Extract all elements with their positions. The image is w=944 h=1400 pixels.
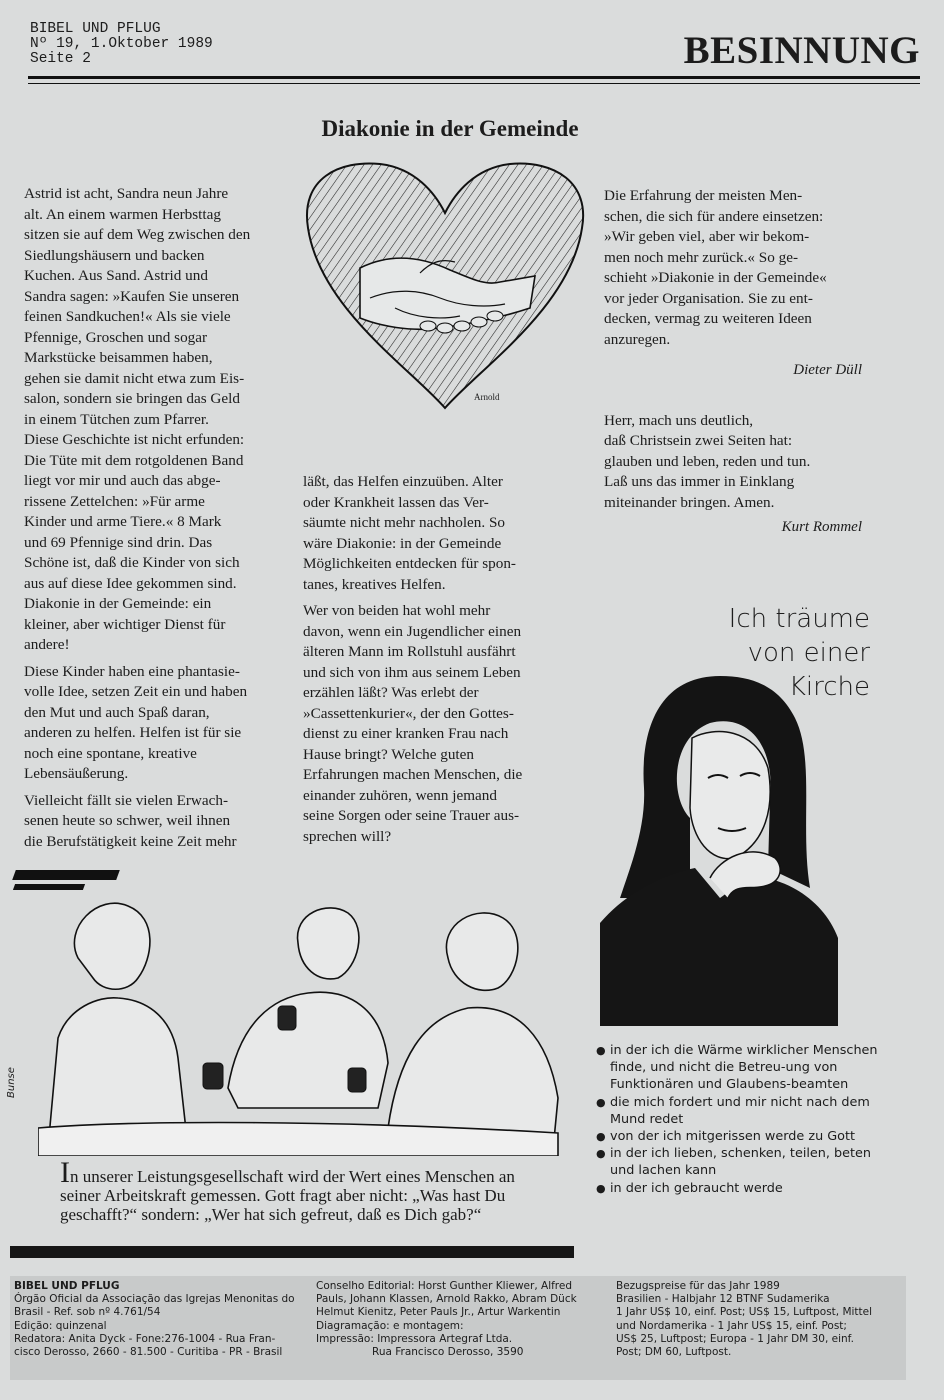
bullet-item: ● in der ich lieben, schenken, teilen, beten und lachen kann: [596, 1145, 886, 1179]
article-headline: Diakonie in der Gemeinde: [321, 116, 579, 141]
woman-portrait-illustration: [600, 668, 838, 1026]
col3-paragraph: Die Erfahrung der meisten Men- schen, die sich für andere einsetzen: »Wir geben viel, aber wir bekom- men noch mehr zurück.« So ge- schieht »Diakonie in der Gemeinde« vor jeder Organisation. Sie zu ent- decken, vermag zu weiteren Ideen anzuregen.: [604, 187, 827, 348]
header-rule-thin: [28, 83, 920, 84]
quote-dropcap: I: [60, 1156, 70, 1189]
dream-title: Ich träume von einer Kirche: [728, 604, 870, 702]
heart-illustration-caption: Arnold: [474, 392, 500, 402]
imprint-editorial-board: Conselho Editorial: Horst Gunther Kliewer, Alfred Pauls, Johann Klassen, Arnold Rakko, Abram Dück Helmut Kienitz, Peter Pauls Jr., Artur Warkentin Diagramação: e montagem: Impressão: Impressora Artegraf Ltda. Rua Francisco Derosso, 3590: [316, 1280, 577, 1359]
col1-paragraph-3: Vielleicht fällt sie vielen Erwach- senen heute so schwer, weil ihnen die Berufstätigkeit keine Zeit mehr: [24, 791, 237, 850]
author-signature-dull: Dieter Düll: [793, 362, 862, 378]
dream-bullet-list: [596, 1042, 886, 1197]
article-column-2: [303, 472, 573, 853]
imprint-subscription-prices: Bezugspreise für das Jahr 1989 Brasilien - Halbjahr 12 BTNF Sudamerika 1 Jahr US$ 10, einf. Post; US$ 15, Luftpost, Mittel und Nordamerika - 1 Jahr US$ 15, einf. Post; US$ 25, Luftpost; Europa - 1 Jahr DM 30, einf. Post; DM 60, Luftpost.: [616, 1280, 873, 1359]
header-rule-thick: [28, 76, 920, 79]
imprint-footer: [10, 1276, 906, 1380]
decorative-bar: [12, 870, 120, 880]
elderly-people-illustration: [38, 888, 562, 1156]
col2-paragraph-2: Wer von beiden hat wohl mehr davon, wenn ein Jugendlicher einen älteren Mann im Rollstuhl ausfährt und sich von ihm aus seinem Leben erzählen läßt? Was erlebt der »Cassettenkurier«, der den Gottes- dienst zu einer kranken Frau nach Hause bringt? Welche guten Erfahrungen machen Menschen, die einander zuhören, wenn jemand seine Sorgen oder seine Trauer aus- sprechen will?: [303, 602, 523, 845]
elderly-illustration-caption: Bunse: [6, 1067, 17, 1098]
quote-line-1: n unserer Leistungsgesellschaft wird der Wert eines Menschen an: [70, 1167, 515, 1186]
bullet-item: ● in der ich die Wärme wirklicher Menschen finde, und nicht die Betreu-ung von Funktionären und Glaubens-beamten: [596, 1042, 886, 1094]
heart-hands-illustration: [300, 158, 590, 420]
footer-bar: [10, 1246, 574, 1258]
bullet-item: ● von der ich mitgerissen werde zu Gott: [596, 1128, 886, 1145]
author-signature-rommel: Kurt Rommel: [781, 519, 862, 535]
masthead: [30, 22, 213, 67]
quote-block: [60, 1156, 570, 1224]
col2-paragraph-1: läßt, das Helfen einzuüben. Alter oder Krankheit lassen das Ver- säumte nicht mehr nachholen. So wäre Diakonie: in der Gemeinde Möglichkeiten entdecken für spon- tanes, kreatives Helfen.: [303, 473, 516, 593]
article-column-1: [24, 184, 286, 858]
bullet-item: ● die mich fordert und mir nicht nach dem Mund redet: [596, 1094, 886, 1128]
bullet-item: ● in der ich gebraucht werde: [596, 1180, 886, 1197]
prayer-text: Herr, mach uns deutlich, daß Christsein zwei Seiten hat: glauben und leben, reden und tun. Laß uns das immer in Einklang miteinander bringen. Amen.: [604, 411, 811, 511]
quote-line-2: seiner Arbeitskraft gemessen. Gott fragt aber nicht: „Was hast Du: [60, 1186, 506, 1205]
section-title: BESINNUNG: [683, 29, 920, 72]
masthead-page: Seite 2: [30, 51, 91, 67]
masthead-publication: BIBEL UND PFLUG: [30, 21, 161, 37]
quote-line-3: geschafft?“ sondern: „Wer hat sich gefreut, daß es Dich gab?“: [60, 1205, 482, 1224]
col1-paragraph-2: Diese Kinder haben eine phantasie- volle Idee, setzen Zeit ein und haben den Mut und auch Spaß daran, anderen zu helfen. Helfen ist für sie noch eine spontane, kreative Lebensäußerung.: [24, 662, 248, 782]
masthead-issue: Nº 19, 1.Oktober 1989: [30, 36, 213, 52]
article-column-3: [604, 186, 862, 538]
imprint-publisher: BIBEL UND PFLUG Órgão Oficial da Associação das Igrejas Menonitas do Brasil - Ref. sob nº 4.761/54 Edição: quinzenal Redatora: Anita Dyck - Fone:276-1004 - Rua Fran- cisco Derosso, 2660 - 81.500 - Curitiba - PR - Brasil: [14, 1280, 295, 1359]
col1-paragraph-1: Astrid ist acht, Sandra neun Jahre alt. An einem warmen Herbsttag sitzen sie auf dem Weg zwischen den Siedlungshäusern und backen Kuchen. Aus Sand. Astrid und Sandra sagen: »Kaufen Sie unseren feinen Sandkuchen!« Als sie viele Pfennige, Groschen und sogar Markstücke beisammen haben, gehen sie damit nicht etwa zum Eis- salon, sondern sie bringen das Geld in einem Tütchen zum Pfarrer. Diese Geschichte ist nicht erfunden: Die Tüte mit dem rotgoldenen Band liegt vor mir und auch das abge- rissene Zettelchen: »Für arme Kinder und arme Tiere.« 8 Mark und 69 Pfennige sind drin. Das Schöne ist, daß die Kinder von sich aus auf diese Idee gekommen sind. Diakonie in der Gemeinde: ein kleiner, aber wichtiger Dienst für andere!: [24, 185, 251, 653]
